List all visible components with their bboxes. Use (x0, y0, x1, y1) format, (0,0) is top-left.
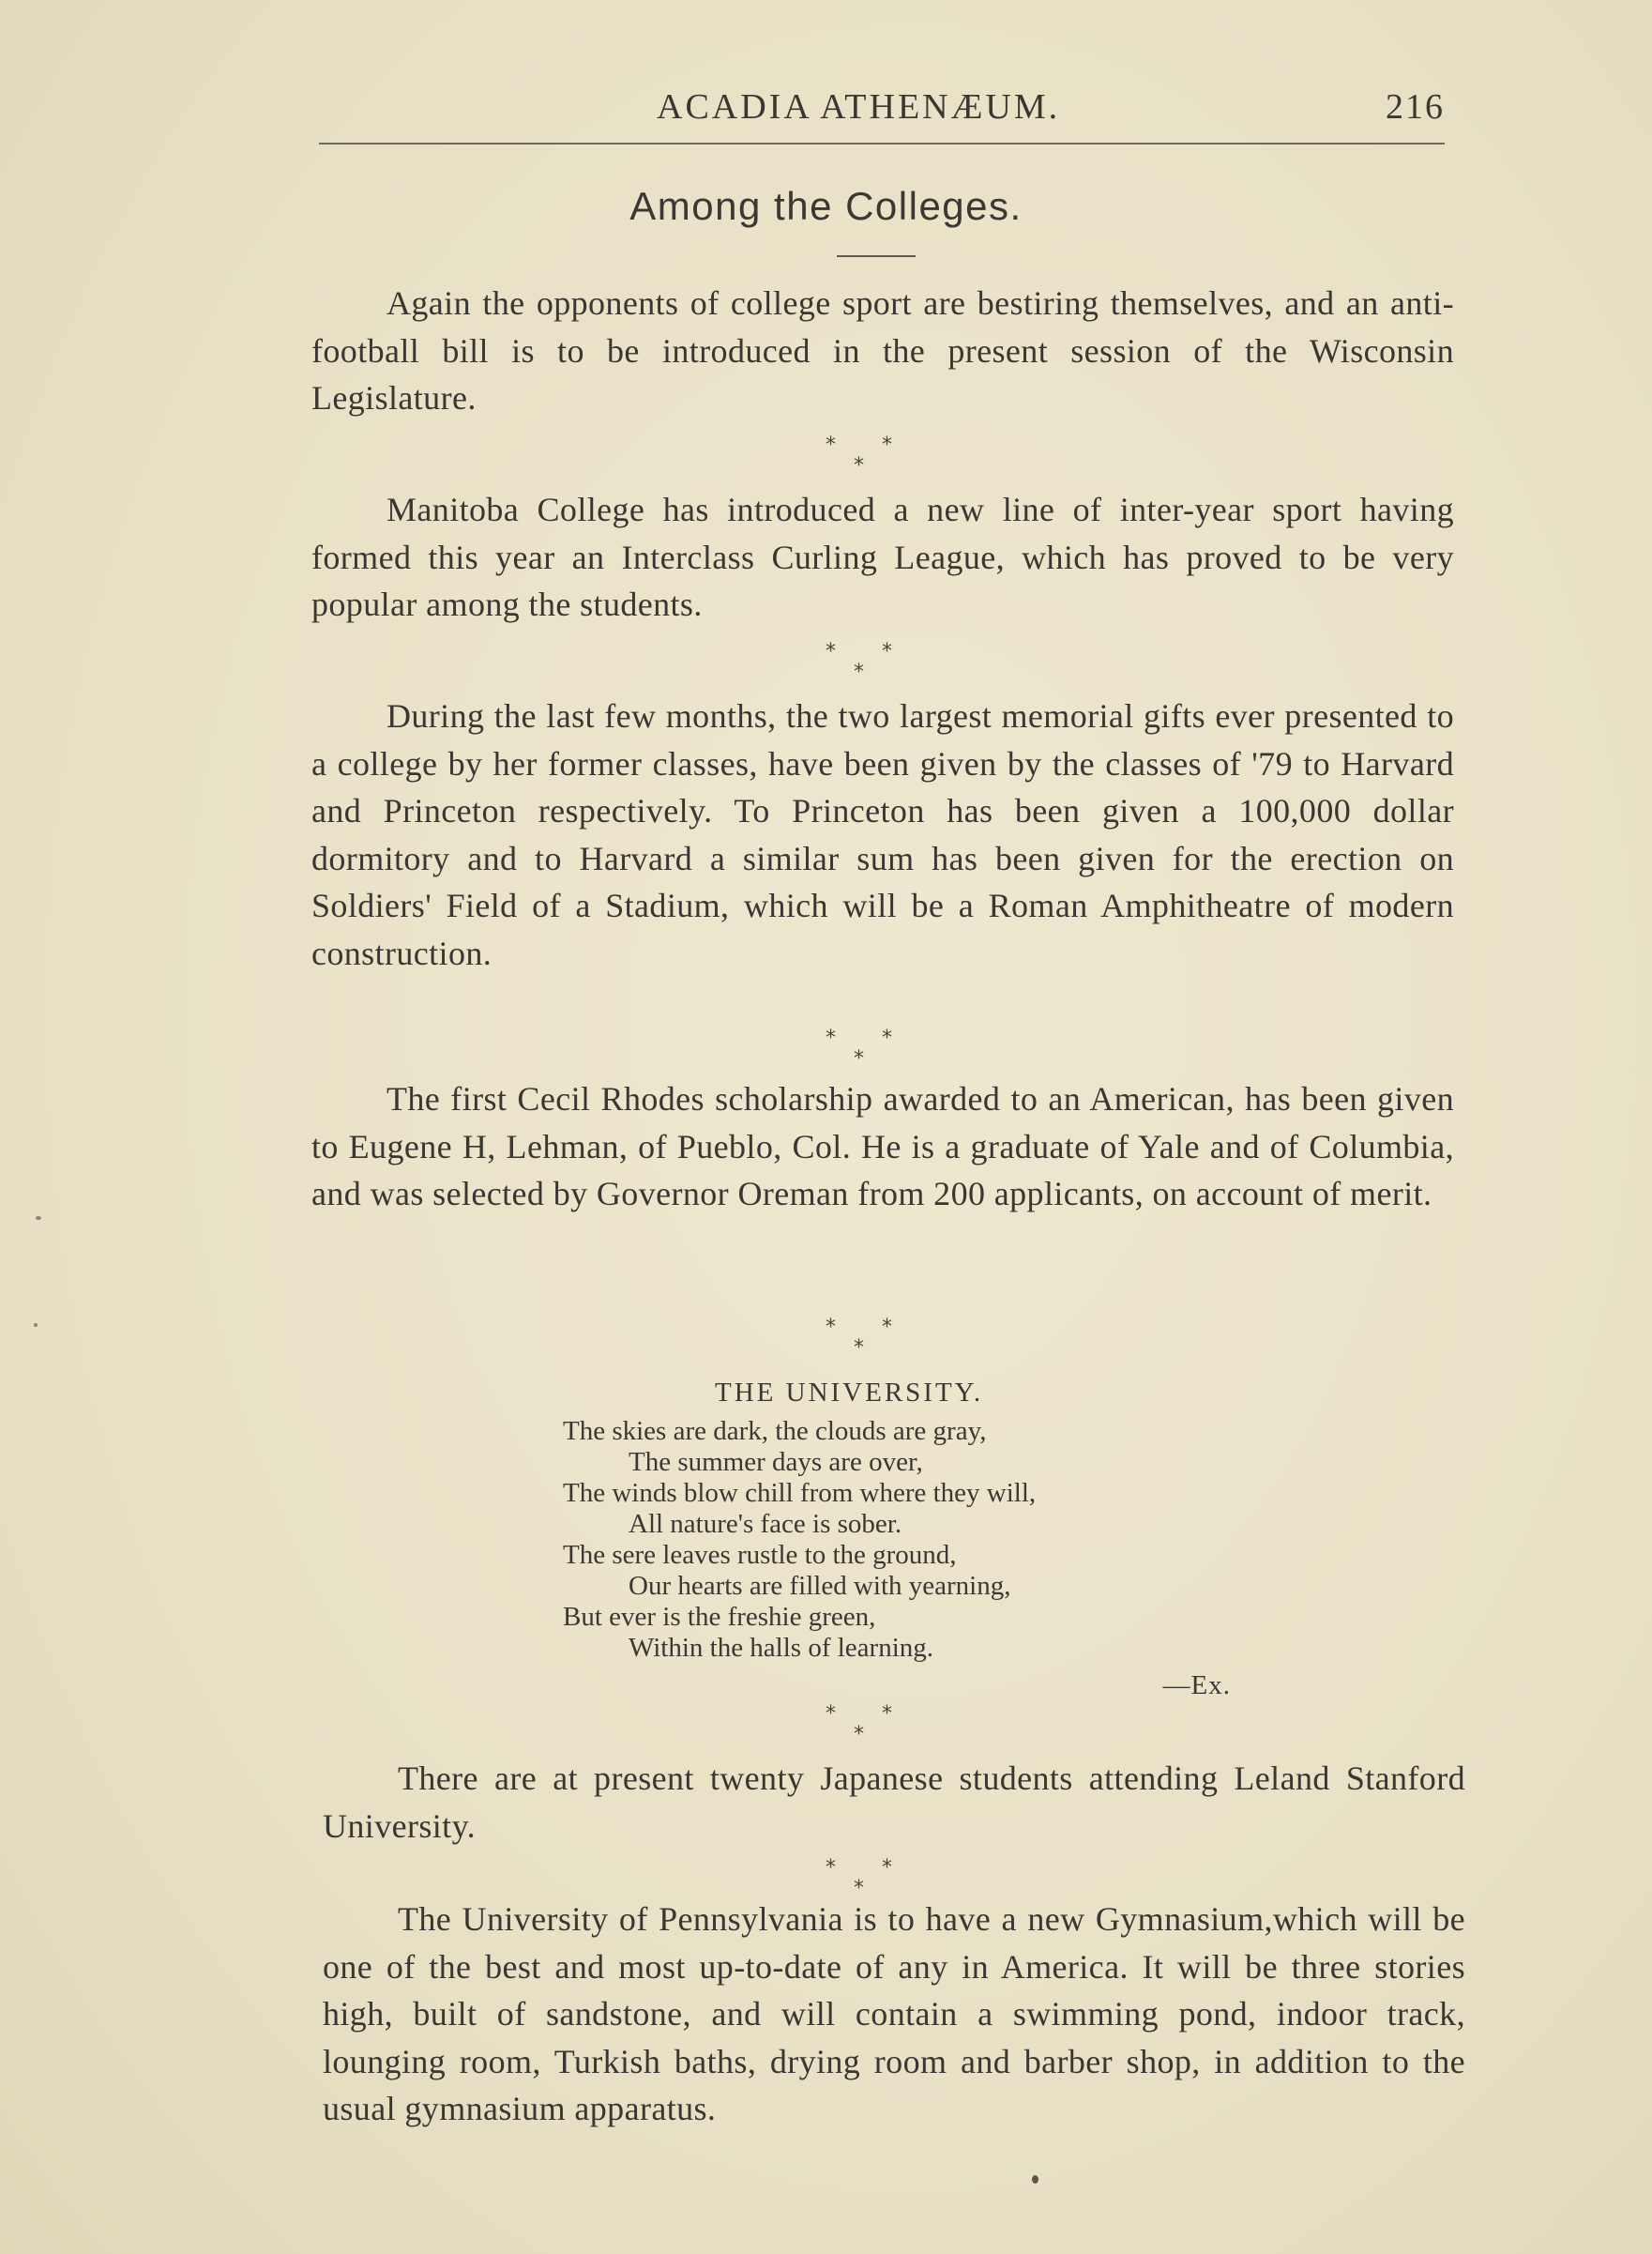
page-number: 216 (1386, 87, 1445, 127)
paragraph-text: The first Cecil Rhodes scholarship awarded to an American, has been given to Eugene H, Lehman, of Pueblo, Col. He is a graduate of Yale and of Columbia, and was selected by Governor Oreman from 200 applicants, on account of merit. (311, 1080, 1454, 1212)
asterisk-mark: * (826, 1316, 836, 1339)
asterisk-mark: * (826, 1027, 836, 1050)
poem-line: The sere leaves rustle to the ground, (563, 1540, 957, 1570)
paragraph-5 (323, 1755, 1465, 1850)
asterism-divider (807, 1316, 919, 1372)
asterisk-mark: * (854, 1047, 864, 1071)
running-title: ACADIA ATHENÆUM. (657, 87, 1061, 127)
paragraph-6 (323, 1896, 1465, 2133)
poem-line: Our hearts are filled with yearning, (629, 1571, 1011, 1601)
asterism-divider (807, 434, 919, 490)
asterisk-mark: * (826, 640, 836, 663)
poem-line: All nature's face is sober. (629, 1509, 902, 1539)
title-rule (837, 255, 916, 257)
asterisk-mark: * (826, 1856, 836, 1880)
poem-credit: —Ex. (1162, 1670, 1231, 1700)
poem (563, 1378, 1238, 1700)
paragraph-1 (311, 280, 1454, 422)
poem-line: But ever is the freshie green, (563, 1602, 876, 1632)
asterism-divider (807, 640, 919, 696)
poem-title: THE UNIVERSITY. (715, 1378, 984, 1408)
asterism-divider (807, 1027, 919, 1083)
asterisk-mark: * (882, 1856, 892, 1880)
poem-line: The skies are dark, the clouds are gray, (563, 1416, 987, 1446)
asterisk-mark: * (882, 640, 892, 663)
asterisk-mark: * (826, 1702, 836, 1726)
asterisk-mark: * (826, 434, 836, 457)
running-head (319, 86, 1445, 143)
asterism-divider (807, 1702, 919, 1759)
poem-line: The summer days are over, (629, 1447, 923, 1477)
asterisk-mark: * (854, 1723, 864, 1746)
paragraph-text: There are at present twenty Japanese students attending Leland Stanford University. (323, 1759, 1465, 1845)
paper-speck (34, 1323, 38, 1327)
poem-line: Within the halls of learning. (629, 1633, 934, 1663)
paragraph-text: Again the opponents of college sport are bestiring themselves, and an anti-football bill is to be introduced in the present session of the Wisconsin Legislature. (311, 284, 1454, 417)
asterisk-mark: * (854, 454, 864, 478)
paragraph-3 (311, 693, 1454, 977)
paragraph-4 (311, 1075, 1454, 1218)
section-title: Among the Colleges. (629, 184, 1023, 228)
paragraph-text: During the last few months, the two largest memorial gifts ever presented to a college by her former classes, have been given by the classes of '79 to Harvard and Princeton respectively. To Princeton has been given a 100,000 dollar dormitory and to Harvard a similar sum has been given for the erection on Soldiers' Field of a Stadium, which will be a Roman Amphitheatre of modern construction. (311, 697, 1454, 972)
asterisk-mark: * (854, 661, 864, 684)
asterisk-mark: * (882, 1702, 892, 1726)
paragraph-2 (311, 486, 1454, 629)
paper-speck (36, 1216, 41, 1220)
paragraph-text: The University of Pennsylvania is to have a new Gymnasium,which will be one of the best and most up-to-date of any in America. It will be three stories high, built of sandstone, and will contain a swimming pond, indoor track, lounging room, Turkish baths, drying room and barber shop, in addition to the usual gymnasium apparatus. (323, 1900, 1465, 2127)
header-rule (319, 143, 1445, 145)
asterisk-mark: * (854, 1877, 864, 1900)
asterisk-mark: * (882, 434, 892, 457)
asterisk-mark: * (854, 1336, 864, 1360)
asterisk-mark: * (882, 1027, 892, 1050)
paragraph-text: Manitoba College has introduced a new line of inter-year sport having formed this year an Interclass Curling League, which has proved to be very popular among the students. (311, 491, 1454, 623)
paper-speck (1032, 2175, 1038, 2184)
asterisk-mark: * (882, 1316, 892, 1339)
poem-line: The winds blow chill from where they will, (563, 1478, 1037, 1508)
